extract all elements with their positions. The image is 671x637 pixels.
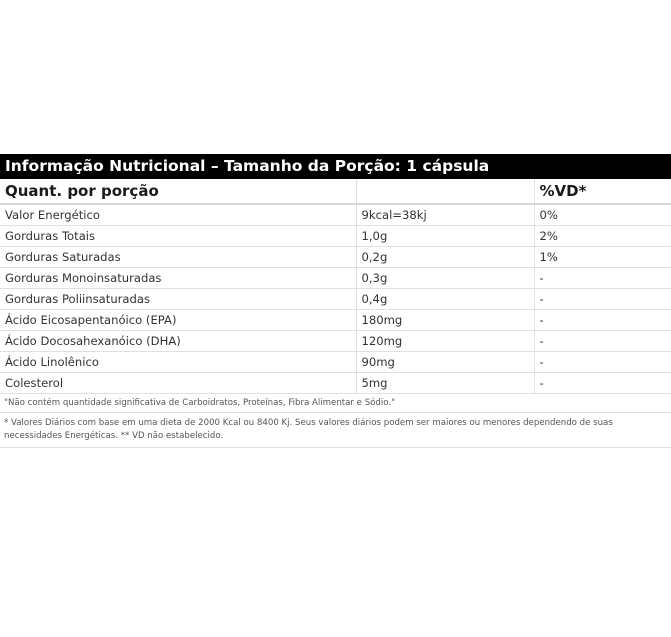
table-row	[0, 373, 671, 394]
table-row	[0, 226, 671, 247]
nutrient-daily-value: -	[534, 310, 671, 331]
header-amount	[356, 179, 534, 204]
nutrient-name: Gorduras Monoinsaturadas	[0, 268, 356, 289]
table-row	[0, 247, 671, 268]
table-row	[0, 331, 671, 352]
nutrition-table	[0, 179, 671, 394]
table-row	[0, 310, 671, 331]
nutrient-daily-value: 2%	[534, 226, 671, 247]
nutrient-amount: 180mg	[356, 310, 534, 331]
nutrition-title: Informação Nutricional – Tamanho da Porção: 1 cápsula	[0, 154, 671, 179]
nutrient-amount: 0,4g	[356, 289, 534, 310]
nutrient-daily-value: -	[534, 289, 671, 310]
nutrient-name: Gorduras Poliinsaturadas	[0, 289, 356, 310]
nutrient-amount: 120mg	[356, 331, 534, 352]
nutrient-name: Valor Energético	[0, 204, 356, 226]
table-row	[0, 204, 671, 226]
not-significant-note: "Não contém quantidade significativa de Carboidratos, Proteínas, Fibra Alimentar e Sódio."	[0, 394, 671, 413]
table-row	[0, 289, 671, 310]
daily-values-footnote: * Valores Diários com base em uma dieta de 2000 Kcal ou 8400 Kj. Seus valores diários podem ser maiores ou menores dependendo de suas necessidades Energéticas. ** VD não estabelecido.	[0, 413, 671, 448]
nutrient-amount: 90mg	[356, 352, 534, 373]
nutrient-name: Colesterol	[0, 373, 356, 394]
nutrient-amount: 9kcal=38kj	[356, 204, 534, 226]
nutrient-daily-value: -	[534, 373, 671, 394]
table-row	[0, 352, 671, 373]
nutrient-amount: 5mg	[356, 373, 534, 394]
nutrient-name: Ácido Docosahexanóico (DHA)	[0, 331, 356, 352]
nutrient-daily-value: 0%	[534, 204, 671, 226]
nutrient-name: Ácido Linolênico	[0, 352, 356, 373]
nutrition-facts-panel	[0, 154, 671, 448]
nutrient-amount: 0,2g	[356, 247, 534, 268]
table-header-row	[0, 179, 671, 204]
nutrient-name: Gorduras Totais	[0, 226, 356, 247]
nutrient-name: Ácido Eicosapentanóico (EPA)	[0, 310, 356, 331]
nutrient-daily-value: -	[534, 352, 671, 373]
table-row	[0, 268, 671, 289]
nutrient-name: Gorduras Saturadas	[0, 247, 356, 268]
nutrient-amount: 0,3g	[356, 268, 534, 289]
nutrient-daily-value: -	[534, 268, 671, 289]
header-serving-quantity: Quant. por porção	[0, 179, 356, 204]
nutrient-daily-value: 1%	[534, 247, 671, 268]
nutrient-daily-value: -	[534, 331, 671, 352]
header-daily-value: %VD*	[534, 179, 671, 204]
nutrient-amount: 1,0g	[356, 226, 534, 247]
